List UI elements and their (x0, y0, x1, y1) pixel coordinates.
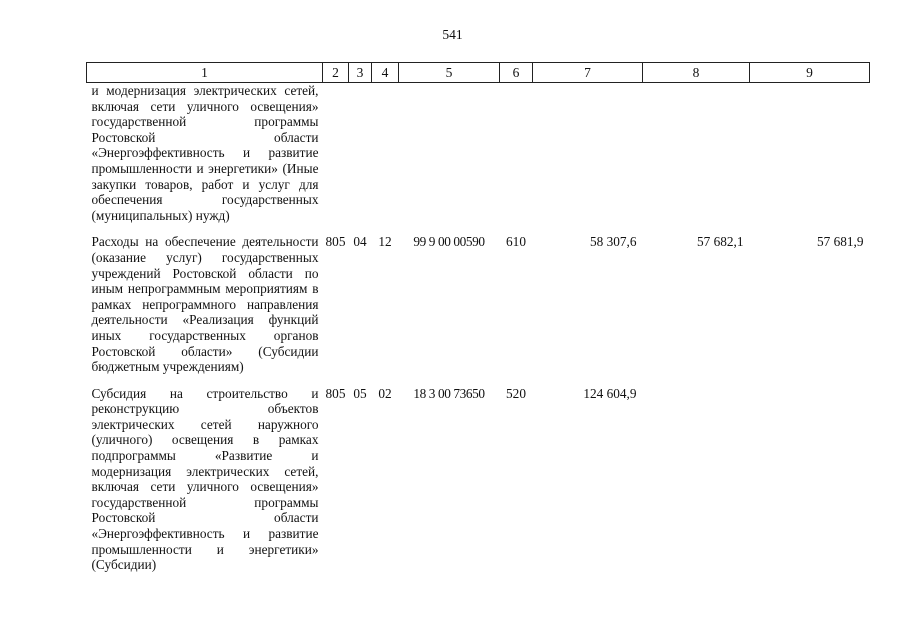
cell-col-2: 805 (325, 385, 346, 401)
cell-col-6: 610 (506, 234, 526, 250)
header-col-1: 1 (87, 63, 323, 83)
table-header (87, 63, 870, 83)
header-row (87, 63, 870, 83)
table-row (87, 83, 870, 224)
table-row (87, 234, 870, 374)
row-description: Субсидия на строительство и реконструкцию объектов электрических сетей наружного (уличного) освещения в рамках подпрограммы «Развитие и модернизация электрических сетей, включая сети уличного освещения» государственной программы Ростовской области «Энергоэффективность и развитие промышленности и энергетики» (Субсидии) (91, 385, 319, 573)
header-col-2: 2 (323, 63, 349, 83)
header-col-5: 5 (399, 63, 500, 83)
header-col-3: 3 (349, 63, 372, 83)
cell-col-7 (533, 83, 643, 224)
cell-col-6: 520 (506, 385, 526, 401)
header-col-6: 6 (500, 63, 533, 83)
cell-col-2: 805 (325, 234, 346, 250)
cell-col-3: 04 (353, 234, 367, 250)
header-col-9: 9 (750, 63, 870, 83)
cell-col-9 (750, 386, 870, 573)
page-number: 541 (442, 27, 463, 42)
row-spacer (87, 223, 870, 234)
budget-table (86, 62, 870, 573)
cell-col-6 (500, 83, 533, 224)
cell-col-8 (643, 386, 750, 573)
cell-col-7: 124 604,9 (583, 385, 637, 401)
table-row (87, 386, 870, 573)
cell-col-4: 12 (378, 234, 392, 250)
cell-col-3 (349, 83, 372, 224)
header-col-8: 8 (643, 63, 750, 83)
table-body (87, 83, 870, 573)
row-spacer (87, 375, 870, 386)
header-col-7: 7 (533, 63, 643, 83)
cell-col-4 (372, 83, 399, 224)
row-description: и модернизация электрических сетей, включая сети уличного освещения» государственной программы Ростовской области «Энергоэффективность и развитие промышленности и энергетики» (Иные закупки товаров, работ и услуг для обеспечения государственных (муниципальных) нужд) (91, 83, 319, 223)
cell-col-9: 57 681,9 (816, 234, 864, 250)
cell-col-5 (399, 83, 500, 224)
cell-col-5: 18 3 00 73650 (413, 385, 485, 401)
header-col-4: 4 (372, 63, 399, 83)
cell-col-9 (750, 83, 870, 224)
row-description: Расходы на обеспечение деятельности (оказание услуг) государственных учреждений Ростовской области по иным непрограммным мероприятиям в рамках непрограммного направления деятельности «Реализация функций иных государственных органов Ростовской области» (Субсидии бюджетным учреждениям) (91, 234, 319, 375)
cell-col-7: 58 307,6 (589, 234, 637, 250)
cell-col-5: 99 9 00 00590 (413, 234, 485, 250)
cell-col-3: 05 (353, 385, 367, 401)
cell-col-8 (643, 83, 750, 224)
cell-col-2 (323, 83, 349, 224)
cell-col-8: 57 682,1 (696, 234, 744, 250)
cell-col-4: 02 (378, 385, 392, 401)
